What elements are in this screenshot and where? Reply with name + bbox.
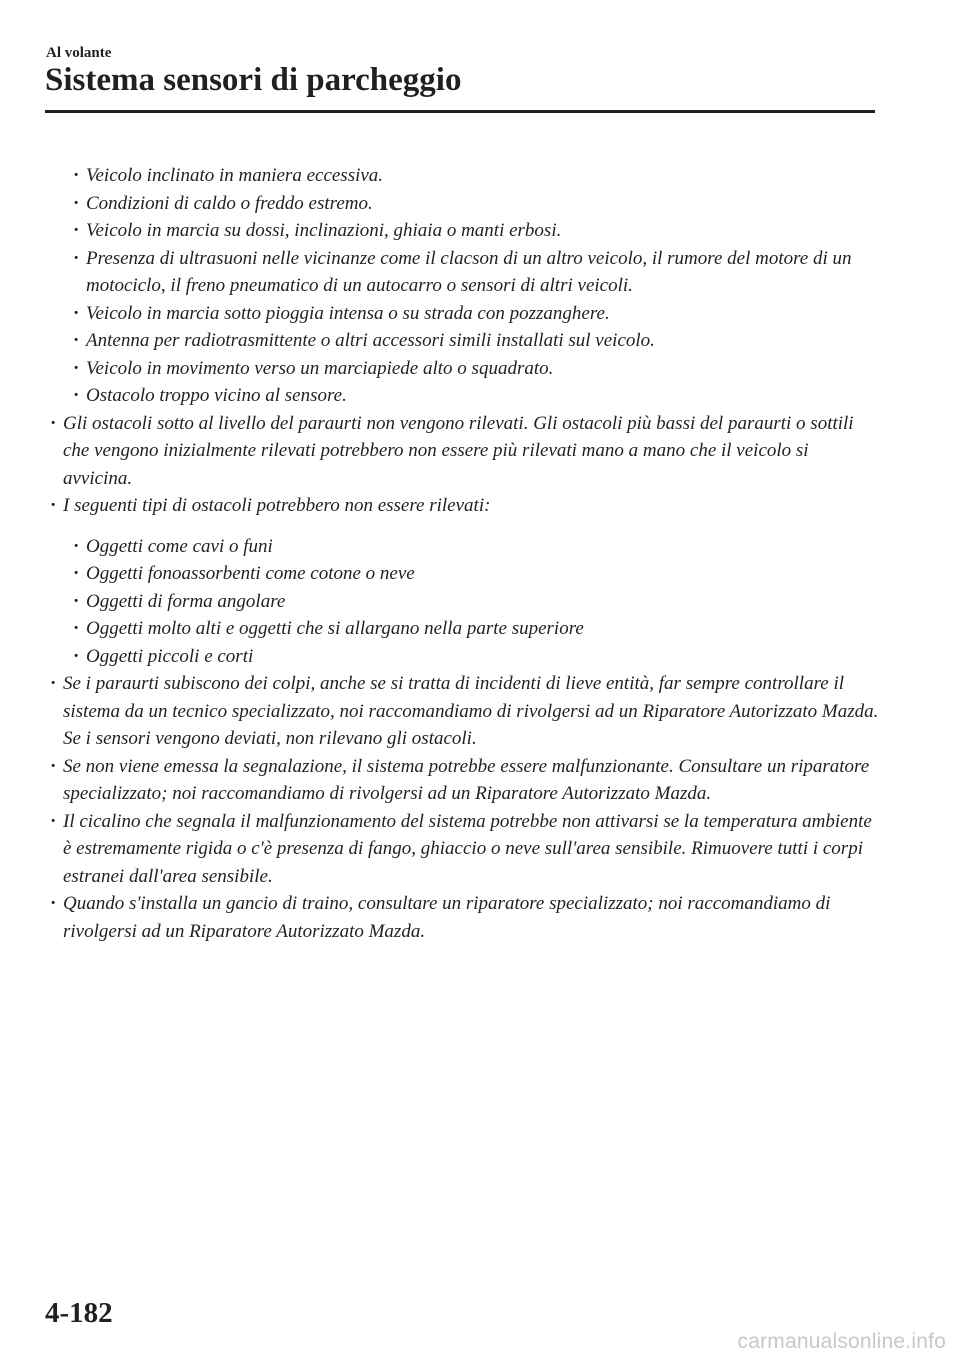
section-label: Al volante [46, 45, 112, 61]
list-item: · Veicolo in marcia sotto pioggia intensa o su strada con pozzanghere. [0, 300, 960, 328]
list-item-text: · I seguenti tipi di ostacoli potrebbero non essere rilevati: [63, 495, 491, 516]
list-item: · Oggetti di forma angolare [0, 588, 960, 616]
chapter-title: Sistema sensori di parcheggio [45, 62, 462, 98]
list-item [0, 753, 960, 808]
list-item: · Veicolo inclinato in maniera eccessiva. [0, 162, 960, 190]
list-item [0, 890, 960, 945]
list-item-text: · Gli ostacoli sotto al livello del paraurti non vengono rilevati. Gli ostacoli più bassi del paraurti o sottili che vengono inizialmente rilevati potrebbero non essere più rilevati mano a mano che il veicolo si avvicina. [63, 412, 854, 489]
list-item-text: · Il cicalino che segnala il malfunzionamento del sistema potrebbe non attivarsi se la temperatura ambiente è estremamente rigida o c'è presenza di fango, ghiaccio o neve sull'area sensibile. Rimuovere tutti i corpi estranei dall'area sensibile. [63, 810, 872, 887]
list-item [0, 410, 960, 493]
list-item-text: · Quando s'installa un gancio di traino, consultare un riparatore specializzato; noi raccomandiamo di rivolgersi ad un Riparatore Autorizzato Mazda. [63, 893, 831, 942]
list-item: · Presenza di ultrasuoni nelle vicinanze come il clacson di un altro veicolo, il rumore del motore di un motociclo, il freno pneumatico di un autocarro o sensori di altri veicoli. [0, 245, 960, 300]
page-content [0, 162, 960, 945]
page-number: 4-182 [45, 1297, 113, 1329]
list-item: · Ostacolo troppo vicino al sensore. [0, 382, 960, 410]
list-item [0, 670, 960, 753]
list-item: · Oggetti fonoassorbenti come cotone o neve [0, 560, 960, 588]
watermark: carmanualsonline.info [737, 1330, 946, 1353]
condition-list [0, 162, 960, 410]
title-rule [45, 110, 875, 113]
list-item [0, 492, 960, 670]
list-item-text: · Se i paraurti subiscono dei colpi, anche se si tratta di incidenti di lieve entità, far sempre controllare il sistema da un tecnico specializzato, noi raccomandiamo di rivolgersi ad un Riparatore Autorizzato Mazda. Se i sensori vengono deviati, non rilevano gli ostacoli. [63, 673, 879, 749]
list-item-text: · Se non viene emessa la segnalazione, il sistema potrebbe essere malfunzionante. Consultare un riparatore specializzato; noi raccomandiamo di rivolgersi ad un Riparatore Autorizzato Mazda. [63, 755, 870, 804]
list-item: · Veicolo in movimento verso un marciapiede alto o squadrato. [0, 355, 960, 383]
list-item [0, 808, 960, 891]
list-item: · Condizioni di caldo o freddo estremo. [0, 190, 960, 218]
list-item: · Veicolo in marcia su dossi, inclinazioni, ghiaia o manti erbosi. [0, 217, 960, 245]
undetectable-objects-list [0, 533, 960, 671]
list-item: · Antenna per radiotrasmittente o altri accessori simili installati sul veicolo. [0, 327, 960, 355]
list-item: · Oggetti piccoli e corti [0, 643, 960, 671]
notes-list [0, 410, 960, 946]
list-item: · Oggetti molto alti e oggetti che si allargano nella parte superiore [0, 615, 960, 643]
list-item: · Oggetti come cavi o funi [0, 533, 960, 561]
